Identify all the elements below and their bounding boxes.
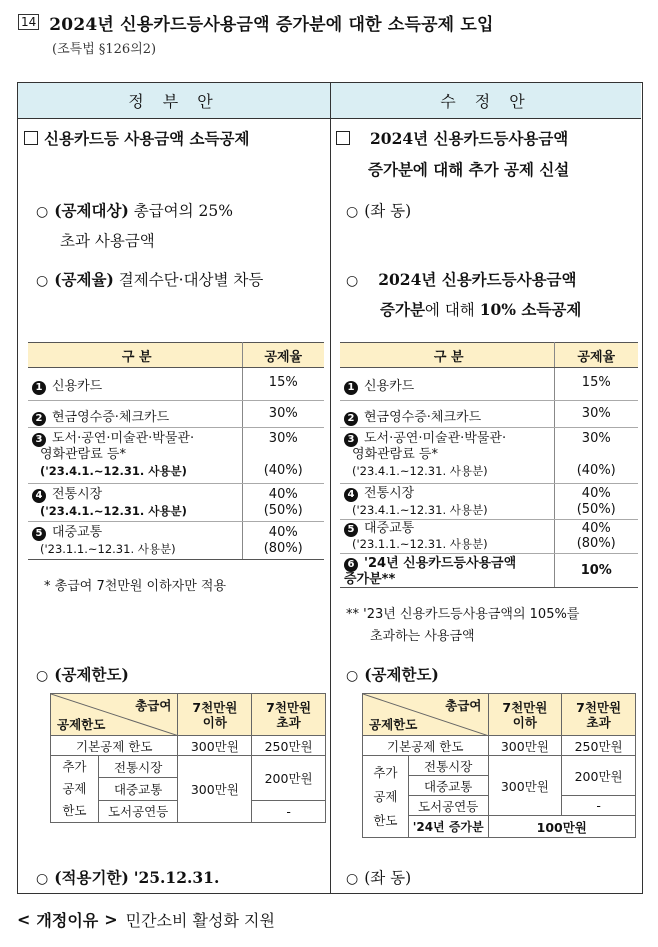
- diagonal-header: 총급여 공제한도: [363, 694, 489, 736]
- legal-reference: (조특법 §126의2): [52, 42, 157, 57]
- table-header: 구 분 공제율: [28, 343, 324, 368]
- left-target-line: ○ (공제대상) 총급여의 25%: [36, 201, 233, 220]
- left-period-line: ○ (적용기한) '25.12.31.: [36, 868, 220, 887]
- column-divider: [330, 82, 331, 893]
- circle-bullet-icon: ○: [36, 668, 49, 684]
- circle-bullet-icon: ○: [36, 273, 49, 289]
- right-footnote-2: 초과하는 사용금액: [370, 629, 475, 644]
- reason-label: 개정이유: [36, 910, 99, 930]
- circle-bullet-icon: ○: [36, 204, 49, 220]
- right-rate-line: ○ 2024년 신용카드등사용금액: [346, 270, 577, 289]
- circle-bullet-icon: ○: [346, 668, 359, 684]
- right-rate-line-2: 증가분에 대해 10% 소득공제: [380, 300, 582, 319]
- right-limit-table: 총급여 공제한도 7천만원 이하 7천만원 초과 기본공제 한도 300만원 250만원 추가 공제 한도 전통시장 300만원 200만원 대중교통 도서공연등 - '24년 증가분 100만원: [362, 693, 636, 838]
- left-footnote: * 총급여 7천만원 이하자만 적용: [44, 579, 226, 594]
- table-row-new: 6 '24년 신용카드등사용금액 증가분** 10%: [340, 554, 638, 588]
- table-row: 4 전통시장 ('23.4.1.~12.31. 사용분) 40% (50%): [28, 484, 324, 522]
- right-section-title-2: 증가분에 대해 추가 공제 신설: [368, 160, 570, 179]
- left-target-line-2: 초과 사용금액: [60, 232, 155, 250]
- angle-left-icon: <: [17, 909, 31, 929]
- diagonal-header: 총급여 공제한도: [51, 694, 178, 736]
- left-rate-line: ○ (공제율) 결제수단·대상별 차등: [36, 270, 264, 289]
- heading: [18, 8, 494, 36]
- circle-bullet-icon: ○: [346, 273, 359, 289]
- table-row: 2 현금영수증·체크카드 30%: [340, 401, 638, 428]
- table-row: 5 대중교통 ('23.1.1.~12.31. 사용분) 40% (80%): [28, 522, 324, 560]
- table-row: 3 도서·공연·미술관·박물관· 영화관람료 등* ('23.4.1.~12.31. 사용분) 30% (40%): [340, 428, 638, 484]
- right-limit-line: ○ (공제한도): [346, 665, 439, 684]
- reason-text: 민간소비 활성화 지원: [125, 910, 275, 930]
- page-title: 2024년 신용카드등사용금액 증가분에 대한 소득공제 도입: [49, 14, 494, 35]
- column-header-government: 정 부 안: [18, 83, 330, 119]
- table-row: 1 신용카드 15%: [340, 368, 638, 401]
- angle-right-icon: >: [104, 909, 118, 929]
- checkbox-square-icon: [336, 131, 350, 145]
- table-header: 구 분 공제율: [340, 343, 638, 368]
- circle-bullet-icon: ○: [346, 871, 359, 887]
- table-row: 5 대중교통 ('23.1.1.~12.31. 사용분) 40% (80%): [340, 520, 638, 554]
- table-row: 2 현금영수증·체크카드 30%: [28, 401, 324, 428]
- table-row: 1 신용카드 15%: [28, 368, 324, 401]
- right-rate-table: [340, 342, 638, 588]
- item-number: 14: [18, 14, 39, 30]
- table-row: 3 도서·공연·미술관·박물관· 영화관람료 등* ('23.4.1.~12.31. 사용분) 30% (40%): [28, 428, 324, 484]
- right-target-line: ○ (좌 동): [346, 202, 412, 220]
- column-header-revised: 수 정 안: [331, 83, 641, 119]
- table-row: 4 전통시장 ('23.4.1.~12.31. 사용분) 40% (50%): [340, 484, 638, 520]
- left-rate-table: [28, 342, 324, 560]
- checkbox-square-icon: [24, 131, 38, 145]
- right-period-line: ○ (좌 동): [346, 869, 412, 887]
- left-limit-line: ○ (공제한도): [36, 665, 129, 684]
- right-footnote: ** '23년 신용카드등사용금액의 105%를: [346, 607, 580, 622]
- left-section-title: 신용카드등 사용금액 소득공제: [24, 127, 249, 149]
- circle-bullet-icon: ○: [346, 204, 359, 220]
- revision-reason: [17, 905, 275, 933]
- left-limit-table: 총급여 공제한도 7천만원 이하 7천만원 초과 기본공제 한도 300만원 250만원 추가 공제 한도 전통시장 300만원 200만원 대중교통 도서공연등 -: [50, 693, 326, 823]
- circle-bullet-icon: ○: [36, 871, 49, 887]
- right-section-title: 2024년 신용카드등사용금액: [336, 127, 568, 149]
